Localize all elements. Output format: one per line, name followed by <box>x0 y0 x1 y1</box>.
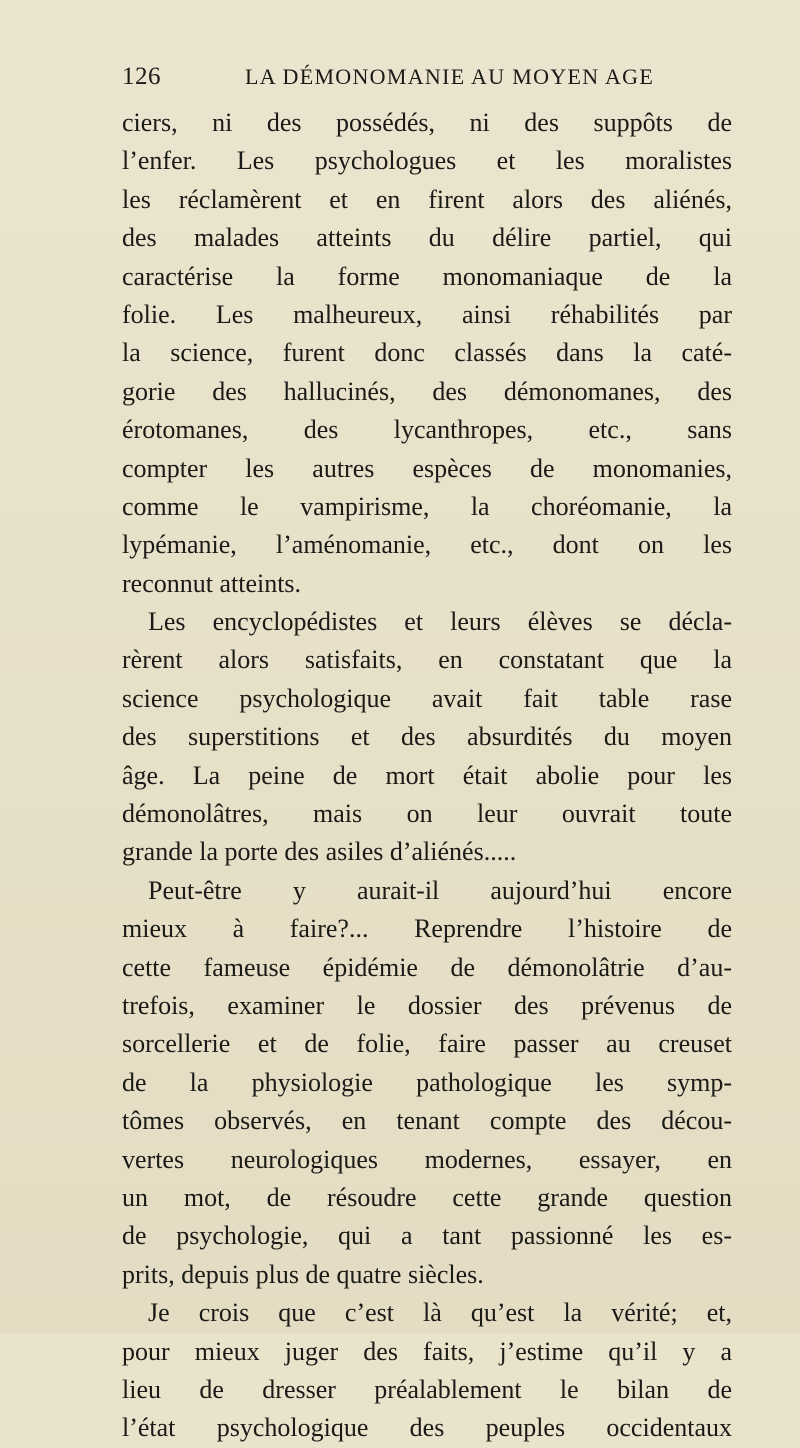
text-line: la science, furent donc classés dans la caté- <box>122 338 732 368</box>
text-line: tômes observés, en tenant compte des décou- <box>122 1106 732 1136</box>
text-line: érotomanes, des lycanthropes, etc., sans <box>122 415 732 445</box>
text-line: un mot, de résoudre cette grande question <box>122 1182 732 1212</box>
text-line: des malades atteints du délire partiel, qui <box>122 223 732 253</box>
text-line: âge. La peine de mort était abolie pour les <box>122 760 732 790</box>
text-line: de psychologie, qui a tant passionné les es- <box>122 1221 732 1251</box>
text-line: les réclamèrent et en firent alors des aliénés, <box>122 184 732 214</box>
text-line-paragraph-end: grande la porte des asiles d’aliénés..... <box>122 837 517 867</box>
running-head: LA DÉMONOMANIE AU MOYEN AGE <box>245 64 655 89</box>
text-line-paragraph-end: reconnut atteints. <box>122 568 302 598</box>
text-line-paragraph-start: Je crois que c’est là qu’est la vérité; et, <box>148 1298 732 1328</box>
text-line: l’enfer. Les psychologues et les moralistes <box>122 146 732 176</box>
text-line: gorie des hallucinés, des démonomanes, des <box>122 376 732 406</box>
text-line: comme le vampirisme, la choréomanie, la <box>122 491 732 521</box>
text-line: rèrent alors satisfaits, en constatant que la <box>122 645 732 675</box>
text-line: l’état psychologique des peuples occidentaux <box>122 1413 732 1443</box>
text-line: ciers, ni des possédés, ni des suppôts de <box>122 108 732 137</box>
text-line-paragraph-start: Les encyclopédistes et leurs élèves se décla- <box>148 607 732 637</box>
text-line: démonolâtres, mais on leur ouvrait toute <box>122 799 732 829</box>
text-line: trefois, examiner le dossier des prévenus de <box>122 990 732 1020</box>
page-header <box>122 60 732 94</box>
text-line: caractérise la forme monomaniaque de la <box>122 261 732 291</box>
text-line: sorcellerie et de folie, faire passer au creuset <box>122 1029 732 1059</box>
text-line: cette fameuse épidémie de démonolâtrie d’au- <box>122 952 732 982</box>
text-line-paragraph-end: prits, depuis plus de quatre siècles. <box>122 1259 484 1289</box>
text-line-paragraph-start: Peut-être y aurait-il aujourd’hui encore <box>148 875 732 905</box>
page-number: 126 <box>122 63 161 90</box>
text-line: vertes neurologiques modernes, essayer, en <box>122 1144 732 1174</box>
text-line: compter les autres espèces de monomanies, <box>122 453 732 483</box>
text-line: folie. Les malheureux, ainsi réhabilités par <box>122 299 732 329</box>
text-line: de la physiologie pathologique les symp- <box>122 1067 732 1097</box>
text-line: des superstitions et des absurdités du moyen <box>122 722 732 752</box>
text-line: lypémanie, l’aménomanie, etc., dont on les <box>122 530 732 560</box>
text-line: mieux à faire?... Reprendre l’histoire de <box>122 914 732 944</box>
body-text <box>122 104 732 1448</box>
text-line: lieu de dresser préalablement le bilan de <box>122 1374 732 1404</box>
text-line: science psychologique avait fait table rase <box>122 683 732 713</box>
text-line: pour mieux juger des faits, j’estime qu’il y a <box>122 1336 732 1366</box>
